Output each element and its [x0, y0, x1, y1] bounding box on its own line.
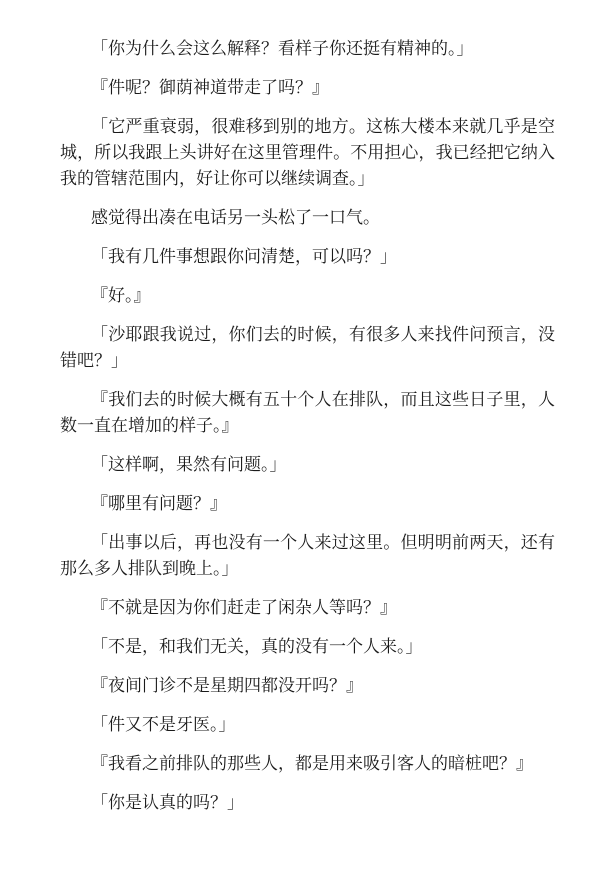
paragraph: 『我们去的时候大概有五十个人在排队，而且这些日子里，人数一直在增加的样子。』	[60, 390, 555, 436]
paragraph: 『好。』	[91, 286, 151, 306]
paragraph: 「你为什么会这么解释？看样子你还挺有精神的。」	[91, 39, 474, 59]
paragraph: 感觉得出凑在电话另一头松了一口气。	[91, 208, 380, 228]
paragraph: 「件又不是牙医。」	[91, 715, 236, 735]
paragraph: 『夜间门诊不是星期四都没开吗？』	[91, 676, 363, 696]
paragraph: 『我看之前排队的那些人，都是用来吸引客人的暗桩吧？』	[91, 754, 533, 774]
paragraph: 「不是，和我们无关，真的没有一个人来。」	[91, 637, 423, 657]
paragraph: 「它严重衰弱，很难移到别的地方。这栋大楼本来就几乎是空城，所以我跟上头讲好在这里管理件。不用担心，我已经把它纳入我的管辖范围内，好让你可以继续调查。」	[60, 117, 555, 189]
body-text	[60, 36, 555, 829]
paragraph: 「我有几件事想跟你问清楚，可以吗？」	[91, 247, 397, 267]
paragraph: 「出事以后，再也没有一个人来过这里。但明明前两天，还有那么多人排队到晚上。」	[60, 533, 555, 579]
paragraph: 「这样啊，果然有问题。」	[91, 455, 287, 475]
paragraph: 『不就是因为你们赶走了闲杂人等吗？』	[91, 598, 397, 618]
paragraph: 『哪里有问题？』	[91, 494, 227, 514]
paragraph: 「你是认真的吗？」	[91, 793, 244, 813]
paragraph: 「沙耶跟我说过，你们去的时候，有很多人来找件问预言，没错吧？」	[60, 325, 555, 371]
paragraph: 『件呢？御荫神道带走了吗？』	[91, 78, 329, 98]
